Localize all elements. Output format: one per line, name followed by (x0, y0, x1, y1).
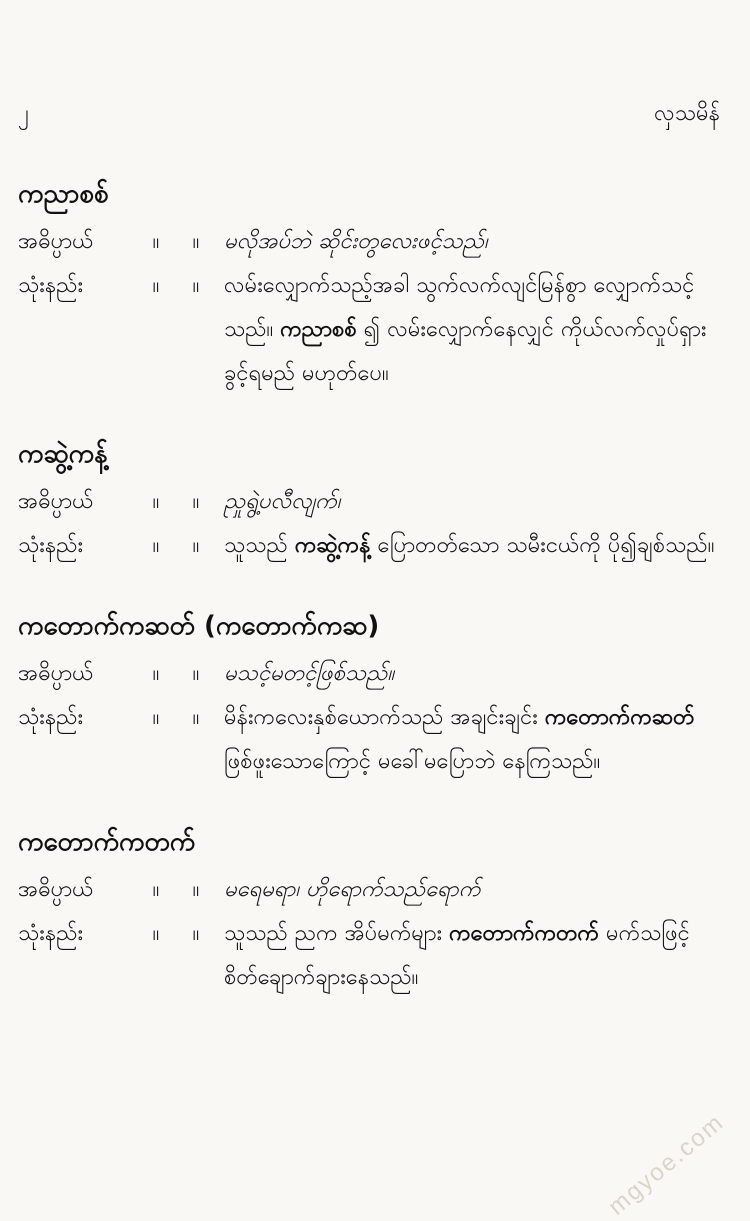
usage-text-part: သူသည် ညက အိပ်မက်များ (224, 921, 450, 946)
dictionary-entry (18, 432, 720, 568)
separator-mark: ။ (152, 533, 160, 558)
usage-row (18, 524, 720, 568)
usage-label: သုံးနည်း (18, 921, 84, 946)
usage-headword-highlight: ကဆွဲ့ကန့် (294, 533, 371, 558)
meaning-row (18, 868, 720, 912)
separator-mark: ။ (152, 661, 160, 686)
usage-text (216, 696, 720, 784)
entry-headword: ကညာစစ် (18, 179, 109, 209)
usage-row (18, 264, 720, 396)
usage-label: သုံးနည်း (18, 705, 84, 730)
usage-headword-highlight: ကညာစစ် (280, 317, 357, 342)
usage-text-part: သူသည် (224, 533, 295, 558)
entry-headword: ကတောက်ကဆတ် (ကတောက်ကဆ) (18, 611, 380, 641)
separator-mark: ။ (192, 229, 200, 254)
separator-mark: ။ (192, 489, 200, 514)
meaning-label: အဓိပ္ပာယ် (18, 877, 94, 902)
separator-mark: ။ (192, 705, 200, 730)
dictionary-entry (18, 820, 720, 1000)
watermark-text: mgyoe.com (603, 1108, 730, 1221)
meaning-label: အဓိပ္ပာယ် (18, 229, 94, 254)
meaning-text: မရေမရာ၊ ဟိုရောက်သည်ရောက် (224, 877, 481, 902)
usage-text (216, 912, 720, 1000)
meaning-label: အဓိပ္ပာယ် (18, 661, 94, 686)
meaning-row (18, 480, 720, 524)
usage-text-part: မိန်းကလေးနှစ်ယောက်သည် အချင်းချင်း (224, 705, 545, 730)
separator-mark: ။ (192, 533, 200, 558)
separator-mark: ။ (192, 661, 200, 686)
meaning-text: မလိုအပ်ဘဲ ဆိုင်းတွလေးဖင့်သည်၊ (224, 229, 488, 254)
usage-text (216, 524, 720, 568)
meaning-text: ညှုရွဲ့ပလီလျက်၊ (224, 489, 341, 514)
page-header (18, 98, 720, 138)
meaning-label: အဓိပ္ပာယ် (18, 489, 94, 514)
usage-text-part: မက်သဖြင့် စိတ်ချောက်ချားနေသည်။ (224, 921, 690, 990)
page-number: ၂ (18, 101, 29, 126)
entry-headword: ကဆွဲ့ကန့် (18, 439, 108, 469)
usage-label: သုံးနည်း (18, 533, 84, 558)
separator-mark: ။ (192, 921, 200, 946)
entry-headword: ကတောက်ကတက် (18, 827, 196, 857)
meaning-text: မသင့်မတင့်ဖြစ်သည်။ (224, 661, 395, 686)
separator-mark: ။ (152, 229, 160, 254)
separator-mark: ။ (152, 489, 160, 514)
meaning-row (18, 652, 720, 696)
usage-text-part: လမ်းလျှောက်သည့်အခါ သွက်လက်လျင်မြန်စွာ လျှောက်သင့်သည်။ (224, 273, 695, 342)
usage-text-part: ၍ လမ်းလျှောက်နေလျှင် ကိုယ်လက်လှုပ်ရှားခွင့်ရမည် မဟုတ်ပေ။ (224, 317, 707, 386)
meaning-row (18, 220, 720, 264)
separator-mark: ။ (152, 877, 160, 902)
separator-mark: ။ (192, 877, 200, 902)
usage-text-part: ဖြစ်ဖူးသောကြောင့် မခေါ်မပြောဘဲ နေကြသည်။ (224, 749, 601, 774)
usage-text-part: ပြောတတ်သော သမီးငယ်ကို ပို၍ချစ်သည်။ (370, 533, 715, 558)
usage-headword-highlight: ကတောက်ကဆတ် (544, 705, 695, 730)
dictionary-entry (18, 604, 720, 784)
usage-headword-highlight: ကတောက်ကတက် (449, 921, 600, 946)
running-title: လှသမိန် (654, 101, 720, 126)
usage-row (18, 696, 720, 784)
usage-row (18, 912, 720, 1000)
dictionary-entry (18, 172, 720, 396)
separator-mark: ။ (152, 921, 160, 946)
separator-mark: ။ (152, 273, 160, 298)
entry-list (18, 172, 720, 1036)
usage-label: သုံးနည်း (18, 273, 84, 298)
separator-mark: ။ (192, 273, 200, 298)
separator-mark: ။ (152, 705, 160, 730)
usage-text (216, 264, 720, 396)
